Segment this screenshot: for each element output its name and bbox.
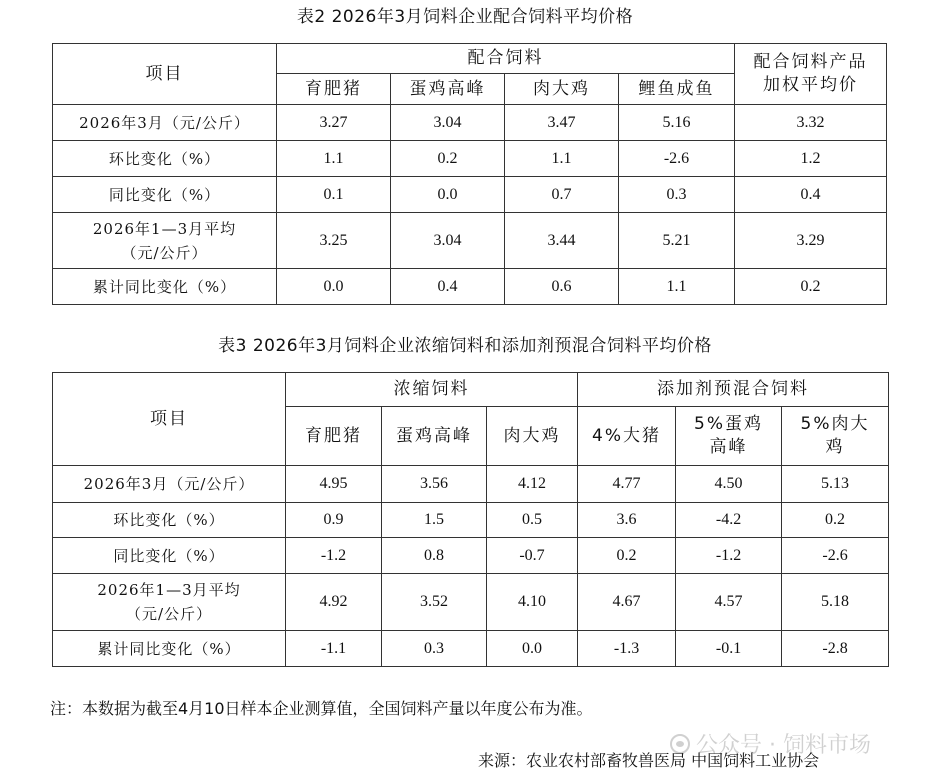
value-cell: -1.3 (578, 631, 676, 667)
value-cell: -2.6 (619, 141, 735, 177)
row-label-line1: 2026年1—3月平均 (92, 219, 237, 238)
column-header (782, 407, 889, 466)
value-cell: 0.3 (619, 177, 735, 213)
compound-feed-group-header: 配合饲料 (277, 44, 735, 74)
column-header-line1: 育肥猪 (305, 425, 362, 446)
row-label: 2026年3月（元/公斤） (53, 105, 277, 141)
value-cell: 3.44 (505, 213, 619, 269)
row-label: 同比变化（%） (53, 177, 277, 213)
column-header (578, 407, 676, 466)
item-header: 项目 (53, 44, 277, 105)
column-header: 育肥猪 (277, 74, 391, 105)
footnote: 注：本数据为截至4月10日样本企业测算值，全国饲料产量以年度公布为准。 (50, 699, 593, 718)
value-cell: 0.6 (505, 269, 619, 305)
value-cell: 0.2 (391, 141, 505, 177)
row-label: 累计同比变化（%） (53, 269, 277, 305)
value-cell: 1.1 (505, 141, 619, 177)
value-cell: 0.5 (487, 503, 578, 538)
row-label (53, 574, 286, 631)
value-cell: 1.2 (735, 141, 887, 177)
table-row (53, 141, 887, 177)
compound-feed-price-table (52, 43, 887, 305)
column-header: 蛋鸡高峰 (391, 74, 505, 105)
table-row (53, 213, 887, 269)
value-cell: 3.25 (277, 213, 391, 269)
column-header (382, 407, 487, 466)
row-label-line1: 2026年1—3月平均 (97, 581, 241, 599)
value-cell: 5.13 (782, 466, 889, 503)
row-label: 2026年3月（元/公斤） (53, 466, 286, 503)
source-line: 来源：农业农村部畜牧兽医局 中国饲料工业协会 (478, 751, 820, 770)
value-cell: 1.5 (382, 503, 487, 538)
value-cell: 0.2 (578, 538, 676, 574)
value-cell: 3.52 (382, 574, 487, 631)
value-cell: 1.1 (619, 269, 735, 305)
column-header: 鲤鱼成鱼 (619, 74, 735, 105)
value-cell: -2.8 (782, 631, 889, 667)
table3-caption: 表3 2026年3月饲料企业浓缩饲料和添加剂预混合饲料平均价格 (218, 336, 712, 356)
value-cell: -1.1 (286, 631, 382, 667)
value-cell: 4.95 (286, 466, 382, 503)
value-cell: -1.2 (676, 538, 782, 574)
concentrate-feed-group-header: 浓缩饲料 (286, 373, 578, 407)
column-header: 肉大鸡 (505, 74, 619, 105)
value-cell: -1.2 (286, 538, 382, 574)
table2-caption: 表2 2026年3月饲料企业配合饲料平均价格 (296, 7, 634, 27)
row-label-line2: （元/公斤） (121, 243, 208, 262)
value-cell: -0.7 (487, 538, 578, 574)
table-row (53, 503, 889, 538)
premix-feed-group-header: 添加剂预混合饲料 (578, 373, 889, 407)
weighted-header-line1: 配合饲料产品 (753, 52, 868, 73)
row-label-line2: （元/公斤） (125, 605, 213, 623)
value-cell: 4.50 (676, 466, 782, 503)
column-header (676, 407, 782, 466)
row-label: 环比变化（%） (53, 503, 286, 538)
value-cell: 0.2 (782, 503, 889, 538)
value-cell: 3.32 (735, 105, 887, 141)
table-row (53, 105, 887, 141)
value-cell: 5.16 (619, 105, 735, 141)
concentrate-premix-price-table (52, 372, 889, 667)
value-cell: -2.6 (782, 538, 889, 574)
value-cell: 5.18 (782, 574, 889, 631)
value-cell: 4.12 (487, 466, 578, 503)
value-cell: 0.3 (382, 631, 487, 667)
value-cell: 3.47 (505, 105, 619, 141)
value-cell: 0.1 (277, 177, 391, 213)
value-cell: 0.4 (391, 269, 505, 305)
column-header (487, 407, 578, 466)
table-row (53, 466, 889, 503)
value-cell: 4.10 (487, 574, 578, 631)
weighted-header-line2: 加权平均价 (763, 75, 858, 95)
value-cell: 1.1 (277, 141, 391, 177)
column-header-line1: 5%肉大 (800, 414, 870, 435)
row-label (53, 213, 277, 269)
column-header-line1: 蛋鸡高峰 (396, 425, 472, 446)
table-row (53, 631, 889, 667)
table-row (53, 269, 887, 305)
value-cell: 0.9 (286, 503, 382, 538)
value-cell: 5.21 (619, 213, 735, 269)
value-cell: 3.04 (391, 213, 505, 269)
value-cell: 4.67 (578, 574, 676, 631)
value-cell: 3.04 (391, 105, 505, 141)
column-header-line2: 高峰 (709, 437, 748, 457)
value-cell: 3.29 (735, 213, 887, 269)
value-cell: 0.2 (735, 269, 887, 305)
value-cell: 0.8 (382, 538, 487, 574)
row-label: 环比变化（%） (53, 141, 277, 177)
value-cell: 4.77 (578, 466, 676, 503)
value-cell: -4.2 (676, 503, 782, 538)
table-row (53, 538, 889, 574)
value-cell: 0.0 (277, 269, 391, 305)
value-cell: 0.7 (505, 177, 619, 213)
value-cell: 3.27 (277, 105, 391, 141)
column-header-line2: 鸡 (825, 437, 845, 457)
watermark-text: 公众号 · 饲料市场 (696, 733, 871, 758)
table-row (53, 574, 889, 631)
column-header (286, 407, 382, 466)
column-header-line1: 4%大猪 (592, 425, 662, 446)
value-cell: 3.56 (382, 466, 487, 503)
value-cell: 0.0 (391, 177, 505, 213)
table-row (53, 177, 887, 213)
column-header-line1: 5%蛋鸡 (694, 414, 764, 435)
column-header-line1: 肉大鸡 (503, 425, 561, 446)
value-cell: -0.1 (676, 631, 782, 667)
value-cell: 3.6 (578, 503, 676, 538)
item-header: 项目 (53, 373, 286, 466)
value-cell: 0.4 (735, 177, 887, 213)
row-label: 累计同比变化（%） (53, 631, 286, 667)
value-cell: 4.92 (286, 574, 382, 631)
weighted-average-header (735, 44, 887, 105)
value-cell: 4.57 (676, 574, 782, 631)
row-label: 同比变化（%） (53, 538, 286, 574)
value-cell: 0.0 (487, 631, 578, 667)
